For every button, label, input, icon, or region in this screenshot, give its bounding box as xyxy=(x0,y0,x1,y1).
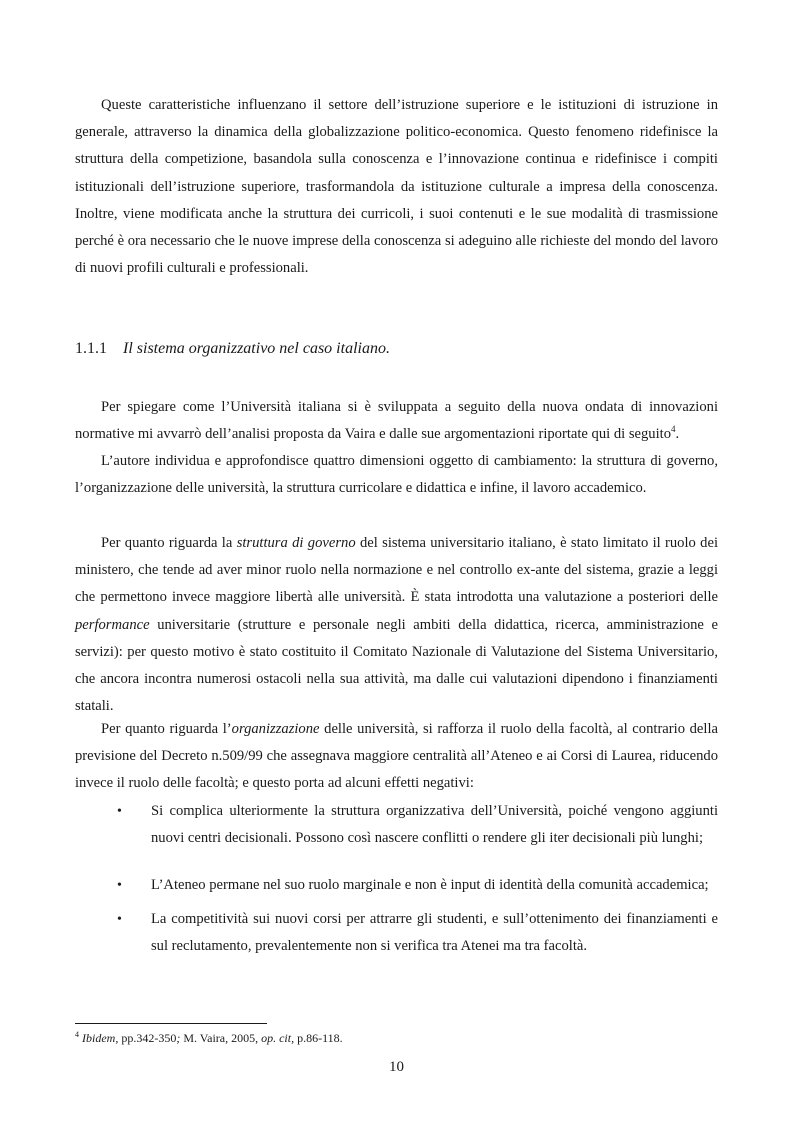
list-item xyxy=(75,906,718,960)
paragraph-organization-text-a: Per quanto riguarda l’ xyxy=(101,721,232,737)
paragraph-vaira-text: Per spiegare come l’Università italiana si è sviluppata a seguito della nuova ondata di innovazioni normative mi avvarrò dell’analisi proposta da Vaira e dalle sue argomentazioni riportate qui di seguito xyxy=(75,399,718,443)
paragraph-dimensions xyxy=(75,448,718,502)
section-title: Il sistema organizzativo nel caso italiano. xyxy=(123,340,390,357)
footnote-separator xyxy=(75,1023,267,1024)
list-item-text: L’Ateneo permane nel suo ruolo marginale e non è input di identità della comunità accademica; xyxy=(151,877,709,894)
section-number: 1.1.1 xyxy=(75,340,107,357)
paragraph-intro-text: Queste caratteristiche influenzano il settore dell’istruzione superiore e le istituzioni di istruzione in generale, attraverso la dinamica della globalizzazione politico-economica. Questo fenomeno ridefinisce la struttura della competizione, basandola sulla conoscenza e l’innovazione continua e ridefinisce i compiti istituzionali dell’istruzione superiore, trasformandola da istituzione culturale a impresa della conoscenza. Inoltre, viene modificata anche la struttura dei curricoli, i suoi contenuti e le sue modalità di trasmissione perché è ora necessario che le nuove imprese della conoscenza si adeguino alle richieste del mondo del lavoro di nuovi profili culturali e professionali. xyxy=(75,97,718,277)
paragraph-governance-text-b: del sistema universitario italiano, è stato limitato il ruolo dei ministero, che tende ad aver minor ruolo nella normazione e nel controllo ex-ante del sistema, grazie a leggi che permettono invece maggiore libertà alle università. È stata introdotta una valutazione a posteriori delle xyxy=(75,535,718,606)
effects-list xyxy=(75,798,718,960)
section-heading xyxy=(75,336,390,362)
list-item xyxy=(75,798,718,852)
paragraph-governance-text-c: universitarie (strutture e personale negli ambiti della didattica, ricerca, amministrazione e servizi): per questo motivo è stato costituito il Comitato Nazionale di Valutazione del Sistema Universitario, che ancora incontra numerosi ostacoli nella sua attività, ma dalle cui valutazioni dipendono i finanziamenti statali. xyxy=(75,616,718,715)
paragraph-intro xyxy=(75,92,718,282)
footnote-author: M. Vaira, 2005, xyxy=(180,1031,262,1045)
bullet-icon: • xyxy=(117,878,122,894)
footnote-op-cit: op. cit, xyxy=(261,1031,295,1045)
term-organizzazione: organizzazione xyxy=(231,721,320,737)
paragraph-vaira xyxy=(75,394,718,448)
page-number: 10 xyxy=(389,1059,404,1075)
footnote-number: 4 xyxy=(75,1030,79,1039)
paragraph-organization xyxy=(75,716,718,798)
list-item-text: Si complica ulteriormente la struttura organizzativa dell’Università, poiché vengono aggiunti nuovi centri decisionali. Possono così nascere conflitti o rendere gli iter decisionali più lunghi; xyxy=(151,803,718,847)
bullet-icon: • xyxy=(117,804,122,819)
paragraph-dimensions-text: L’autore individua e approfondisce quattro dimensioni oggetto di cambiamento: la struttura di governo, l’organizzazione delle università, la struttura curricolare e didattica e infine, il lavoro accademico. xyxy=(75,453,718,497)
footnote xyxy=(75,1030,343,1046)
paragraph-governance xyxy=(75,530,718,720)
paragraph-vaira-end: . xyxy=(675,426,680,443)
footnote-reference[interactable]: 4 xyxy=(671,424,676,435)
footnote-pages-1: pp.342-350 xyxy=(118,1031,177,1045)
footnote-ibidem: Ibidem, xyxy=(82,1031,119,1045)
paragraph-governance-text-a: Per quanto riguarda la xyxy=(101,535,237,551)
term-performance: performance xyxy=(75,616,150,633)
list-item-text: La competitività sui nuovi corsi per attrarre gli studenti, e sull’ottenimento dei finanziamenti e sul reclutamento, prevalentemente non si verifica tra Atenei ma tra facoltà. xyxy=(151,910,718,954)
footnote-separator-char: ; xyxy=(176,1031,181,1045)
paragraph-organization-text-b: delle università, si rafforza il ruolo della facoltà, al contrario della previsione del Decreto n.509/99 che assegnava maggiore centralità all’Ateneo e ai Corsi di Laurea, riducendo invece il ruolo delle facoltà; e questo porta ad alcuni effetti negativi: xyxy=(75,721,718,792)
list-item xyxy=(75,872,718,899)
footnote-pages-2: p.86-118. xyxy=(294,1031,343,1045)
term-struttura-di-governo: struttura di governo xyxy=(236,535,356,551)
bullet-icon: • xyxy=(117,911,122,927)
